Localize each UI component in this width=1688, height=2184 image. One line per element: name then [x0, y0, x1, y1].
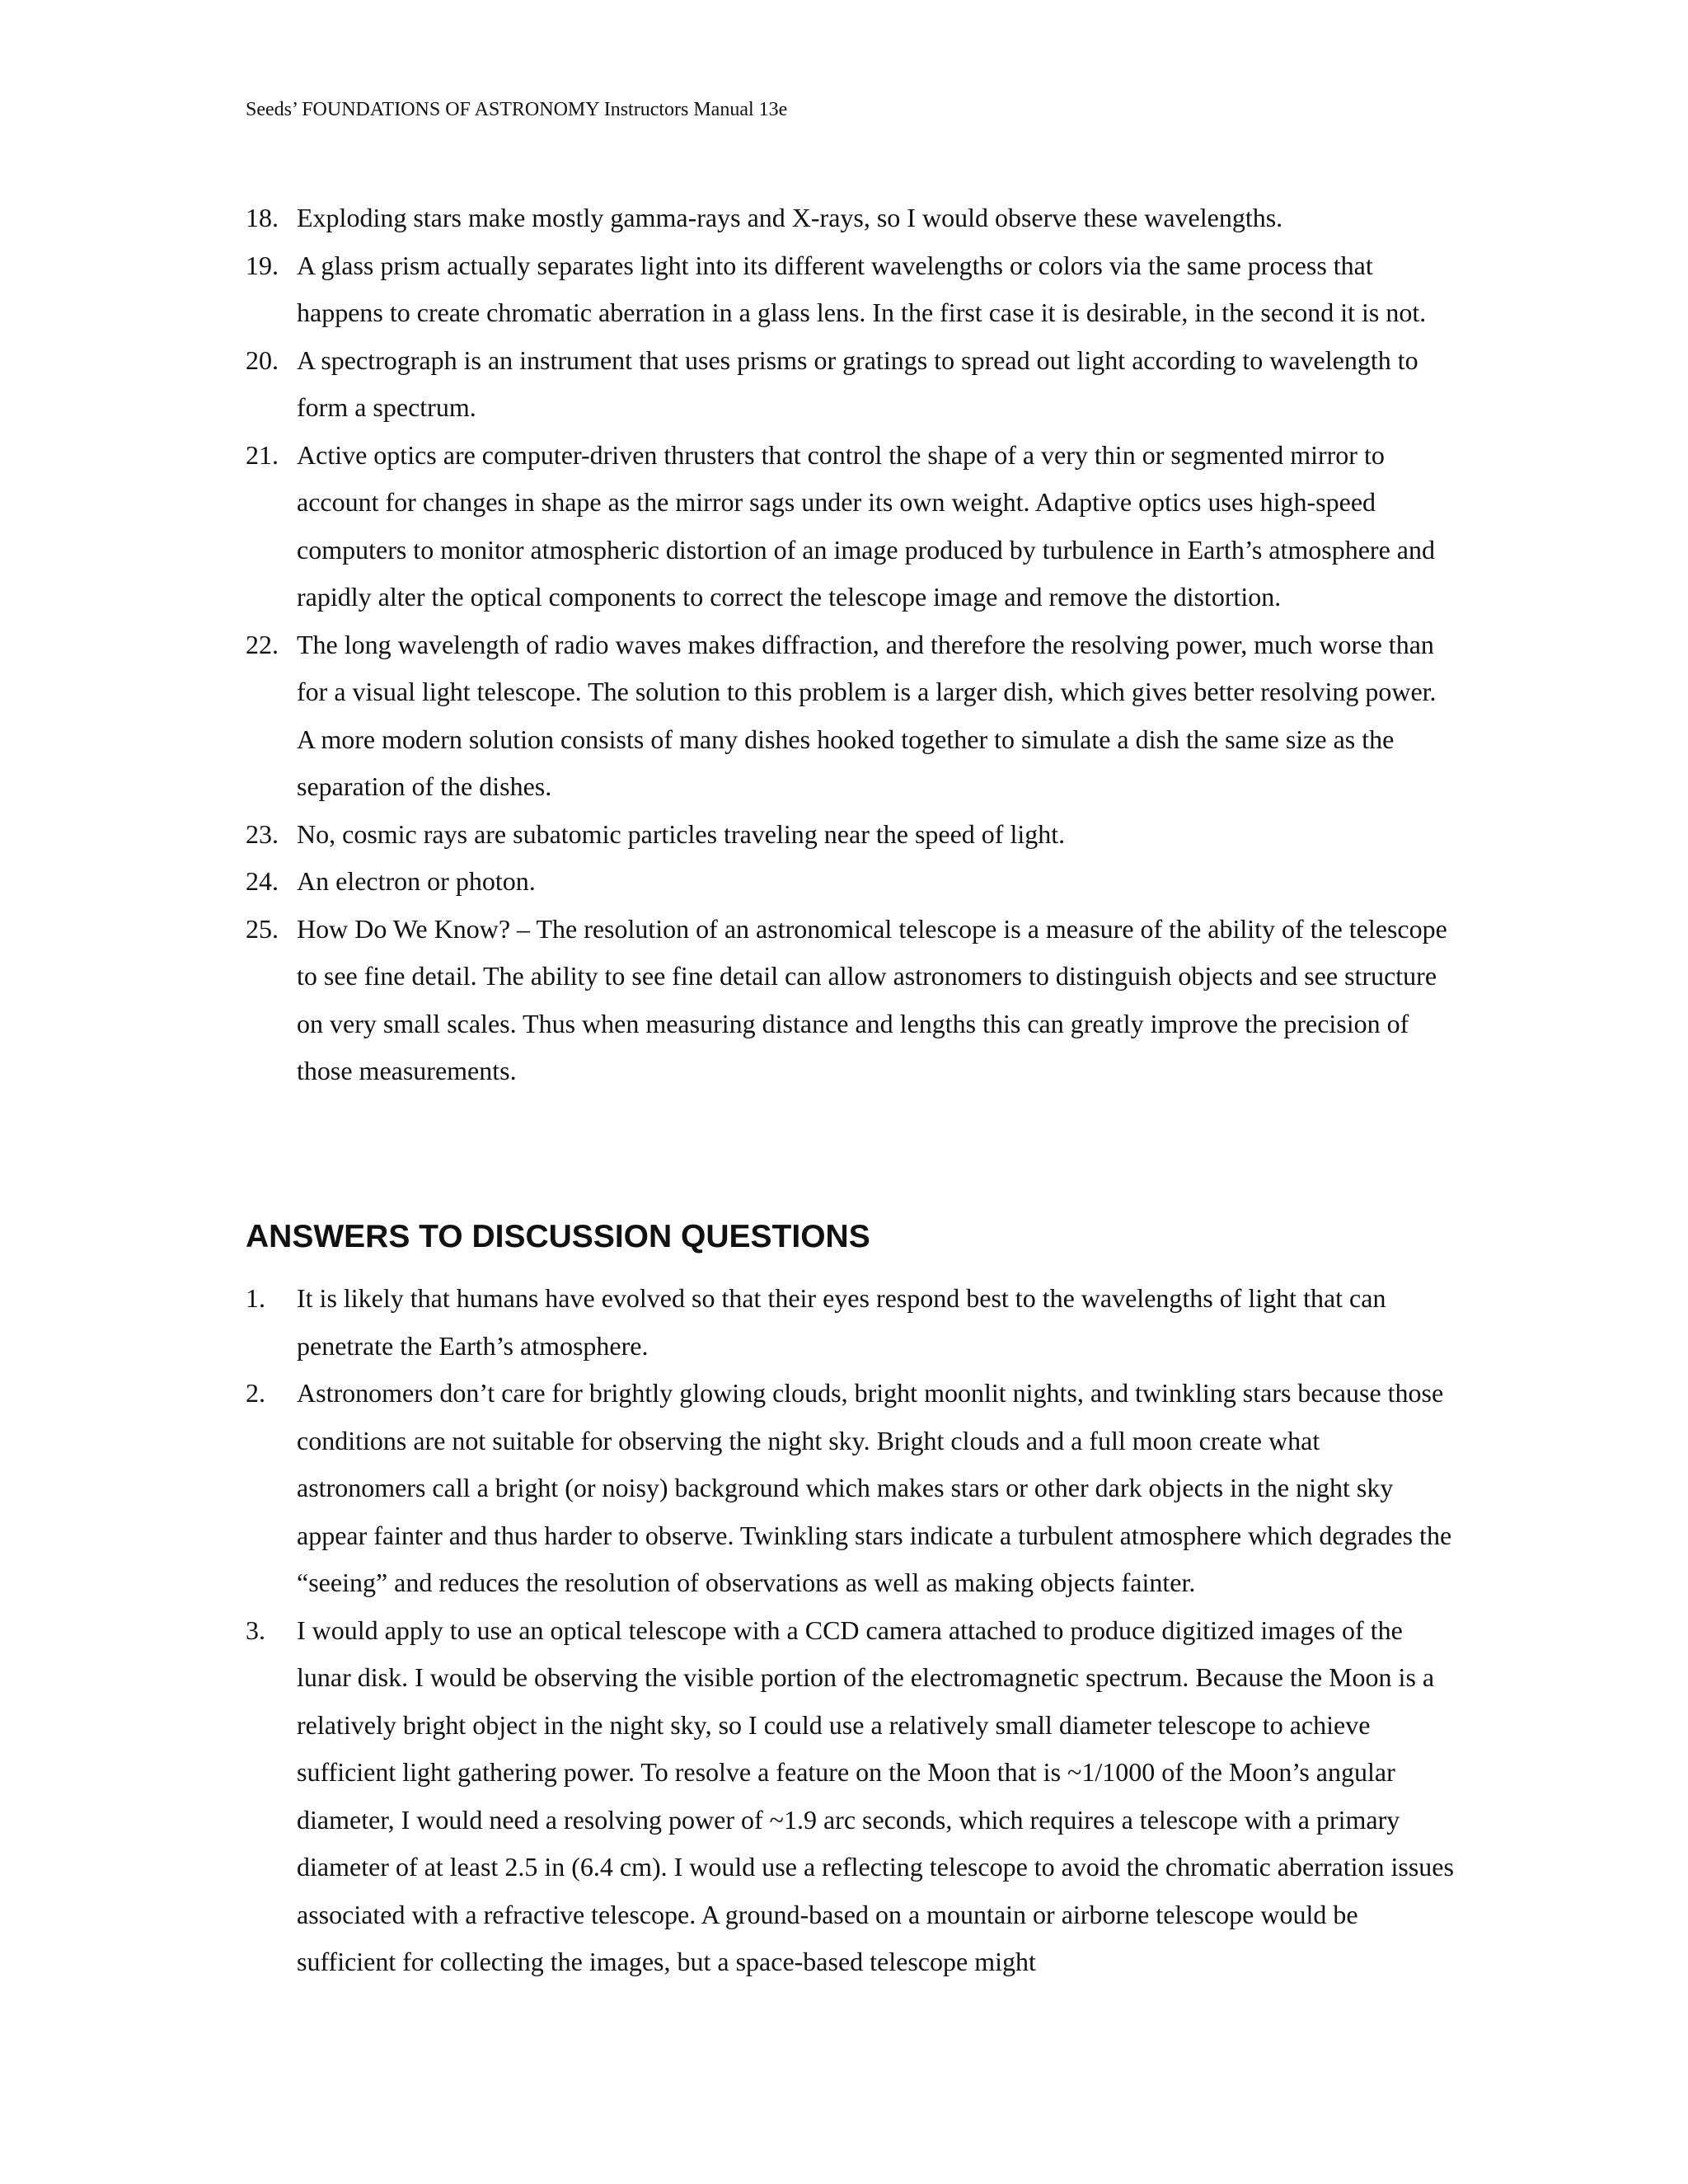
discussion-number: 3.	[246, 1615, 265, 1645]
answer-text: The long wavelength of radio waves makes diffraction, and therefore the resolving power, much worse than for a visual light telescope. The solution to this problem is a larger dish, which gives better resolving power. A more modern solution consists of many dishes hooked together to simulate a dish the same size as the separation of the dishes.	[297, 629, 1437, 801]
answer-number: 20.	[246, 344, 279, 375]
answer-number: 21.	[246, 439, 279, 470]
discussion-item-1	[246, 1275, 1454, 1370]
running-header: Seeds’ FOUNDATIONS OF ASTRONOMY Instructors Manual 13e	[246, 99, 788, 120]
discussion-answers-list	[246, 1275, 1454, 1986]
answer-item-21	[246, 432, 1454, 621]
answer-text: An electron or photon.	[297, 866, 536, 896]
answer-text: A spectrograph is an instrument that uses prisms or gratings to spread out light according to wavelength to form a spectrum.	[297, 344, 1418, 422]
answer-text: No, cosmic rays are subatomic particles traveling near the speed of light.	[297, 818, 1066, 849]
section-heading: ANSWERS TO DISCUSSION QUESTIONS	[246, 1219, 870, 1254]
answer-text: How Do We Know? – The resolution of an astronomical telescope is a measure of the ability of the telescope to see fine detail. The ability to see fine detail can allow astronomers to distinguish objects and see structure on very small scales. Thus when measuring distance and lengths this can greatly improve the precision of those measurements.	[297, 913, 1447, 1085]
answer-number: 22.	[246, 629, 279, 659]
discussion-number: 2.	[246, 1378, 265, 1408]
discussion-number: 1.	[246, 1283, 265, 1313]
discussion-item-3	[246, 1607, 1454, 1986]
answer-item-22	[246, 621, 1454, 811]
answer-item-24	[246, 858, 1454, 906]
answer-item-23	[246, 811, 1454, 859]
discussion-item-2	[246, 1370, 1454, 1607]
answer-item-18	[246, 194, 1454, 242]
answer-number: 18.	[246, 203, 279, 232]
discussion-text: I would apply to use an optical telescope with a CCD camera attached to produce digitized images of the lunar disk. I would be observing the visible portion of the electromagnetic spectrum. Because the Moon is a relatively bright object in the night sky, so I could use a relatively small diameter telescope to achieve sufficient light gathering power. To resolve a feature on the Moon that is ~1/1000 of the Moon’s angular diameter, I would need a resolving power of ~1.9 arc seconds, which requires a telescope with a primary diameter of at least 2.5 in (6.4 cm). I would use a reflecting telescope to avoid the chromatic aberration issues associated with a refractive telescope. A ground-based on a mountain or airborne telescope would be sufficient for collecting the images, but a space-based telescope might	[297, 1615, 1454, 1976]
answer-number: 25.	[246, 913, 279, 944]
answer-item-20	[246, 337, 1454, 432]
answer-number: 19.	[246, 250, 279, 280]
discussion-text: It is likely that humans have evolved so that their eyes respond best to the wavelengths of light that can penetrate the Earth’s atmosphere.	[297, 1283, 1386, 1361]
discussion-text: Astronomers don’t care for brightly glowing clouds, bright moonlit nights, and twinkling stars because those conditions are not suitable for observing the night sky. Bright clouds and a full moon create what astronomers call a bright (or noisy) background which makes stars or other dark objects in the night sky appear fainter and thus harder to observe. Twinkling stars indicate a turbulent atmosphere which degrades the “seeing” and reduces the resolution of observations as well as making objects fainter.	[297, 1378, 1452, 1597]
answer-number: 23.	[246, 818, 279, 849]
answer-item-19	[246, 242, 1454, 337]
answer-item-25	[246, 906, 1454, 1095]
answer-text: Active optics are computer-driven thrusters that control the shape of a very thin or segmented mirror to account for changes in shape as the mirror sags under its own weight. Adaptive optics uses high-speed computers to monitor atmospheric distortion of an image produced by turbulence in Earth’s atmosphere and rapidly alter the optical components to correct the telescope image and remove the distortion.	[297, 439, 1435, 612]
answer-text: A glass prism actually separates light into its different wavelengths or colors via the same process that happens to create chromatic aberration in a glass lens. In the first case it is desirable, in the second it is not.	[297, 250, 1427, 327]
review-answers-list	[246, 194, 1454, 1095]
answer-text: Exploding stars make mostly gamma-rays and X-rays, so I would observe these wavelengths.	[297, 203, 1283, 232]
answer-number: 24.	[246, 866, 279, 896]
